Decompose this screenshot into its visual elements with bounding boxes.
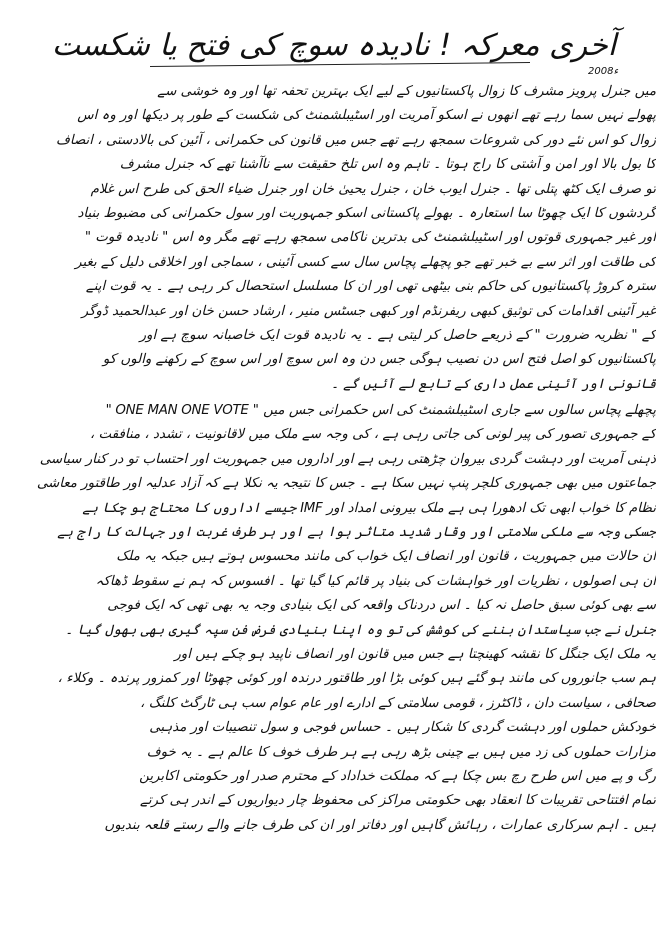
text-line: اور غیر جمہوری قوتوں اور اسٹیبلشمنٹ کی بدترین ناکامی سمجھ رہے تھے مگر وہ اس " نادیدہ قوت " xyxy=(84,230,656,246)
text-line: ان ہی اصولوں ، نظریات اور خواہشات کی بنیاد پر قائم کیا گیا تھا ۔ افسوس کہ ہم نے سقوط ڈھاکہ xyxy=(95,573,656,589)
text-line: پاکستانیوں کو اصل فتح اس دن نصیب ہوگی جس دن وہ اس سوچ اور اس سوچ کے رکھنے والوں کو xyxy=(102,352,656,368)
page-title: آخری معرکہ ! نادیدہ سوچ کی فتح یا شکست xyxy=(51,28,617,63)
text-line: سترہ کروڑ پاکستانیوں کی حاکم بنی بیٹھی تھی اور ان کا مسلسل استحصال کر رہی ہے ۔ یہ قوت اپنے xyxy=(85,279,656,295)
text-line: تو صرف ایک کٹھ پتلی تھا ۔ جنرل ایوب خان ، جنرل یحییٰ خان اور جنرل ضیاء الحق کی طرح اس غلام xyxy=(90,181,656,197)
text-line: ذہنی آمریت اور دہشت گردی بیروان چڑھتی رہی ہے اور اداروں میں جمہوریت اور احتساب تو در کنار سیاسی xyxy=(39,451,656,467)
text-line: خودکش حملوں اور دہشت گردی کا شکار ہیں ۔ حساس فوجی و سول تنصیبات اور مذہبی xyxy=(149,720,656,736)
text-line: تمام افتتاحی تقریبات کا انعقاد بھی حکومتی مراکز کی محفوظ چار دیواریوں کے اندر ہی کرتے xyxy=(139,793,656,809)
text-line: جسکی وجہ سے ملکی سلامتی اور وقار شدید متاثر ہوا ہے اور ہر طرف غربت اور جہالت کا راج ہے xyxy=(57,525,656,541)
text-line: ہم سب جانوروں کی مانند ہو گئے ہیں کوئی بڑا اور طاقتور درندہ اور کوئی چھوٹا اور کمزور پرندہ ۔ وکلاء ، xyxy=(57,671,656,687)
text-line: پچھلے پچاس سالوں سے جاری اسٹیبلشمنٹ کی اس حکمرانی جس میں " ONE MAN ONE VOTE " xyxy=(105,403,656,419)
text-line: مزارات حملوں کی زد میں ہیں بے چینی بڑھ رہی ہے ہر طرف خوف کا عالم ہے ۔ یہ خوف xyxy=(146,744,656,760)
text-line: صحافی ، سیاست دان ، ڈاکٹرز ، قومی سلامتی کے ادارے اور عام عوام سب ہی ٹارگٹ کلنگ ، xyxy=(140,695,656,711)
year-mark: 2008ء xyxy=(588,66,619,77)
text-line: کے جمہوری تصور کی پیر لونی کی جاتی رہی ہے ، کی وجہ سے ملک میں لاقانونیت ، تشدد ، منافقت ، xyxy=(89,427,656,443)
text-line: نظام کا خواب ابھی تک ادھورا ہی ہے ملک بیرونی امداد اور IMF جیسے اداروں کا محتاج ہو چکا ہے xyxy=(82,500,656,516)
text-line: یہ ملک ایک جنگل کا نقشہ کھینچتا ہے جس میں قانون اور انصاف ناپید ہو چکے ہیں اور xyxy=(174,646,656,662)
text-line: پھولے نہیں سما رہے تھے انھوں نے اسکو آمریت اور اسٹیبلشمنٹ کی شکست کے طور پر دیکھا اور وہ اس xyxy=(77,108,656,124)
text-line: سے بھی کوئی سبق حاصل نہ کیا ۔ اس دردناک واقعہ کی ایک بنیادی وجہ یہ بھی تھی کہ ایک فوجی xyxy=(107,598,656,614)
text-line: قانونی اور آئینی عمل داری کے تابع لے آئیں گے ۔ xyxy=(330,376,656,392)
text-line: ان حالات میں جمہوریت ، قانون اور انصاف ایک خواب کی مانند محسوس ہوتے ہیں جبکہ یہ ملک xyxy=(116,549,656,565)
text-line: رگ و پے میں اس طرح رچ بس چکا ہے کہ مملکت خداداد کے محترم صدر اور حکومتی اکابرین xyxy=(139,768,656,784)
text-line: زوال کو اس نئے دور کی شروعات سمجھ رہے تھے جس میں قانون کی حکمرانی ، آئین کی بالادستی ، انصاف xyxy=(55,132,656,148)
text-line: میں جنرل پرویز مشرف کا زوال پاکستانیوں کے لیے ایک بہترین تحفہ تھا اور وہ خوشی سے xyxy=(157,84,656,99)
text-line: کی طاقت اور اثر سے بے خبر تھے جو پچھلے پچاس سال سے کسی آئینی ، سماجی اور اخلاقی دلیل کے بغیر xyxy=(75,254,656,270)
text-line: جماعتوں میں بھی جمہوری کلچر پنپ نہیں سکا ہے ۔ جس کا نتیجہ یہ نکلا ہے کہ آزاد عدلیہ اور طاقتور معاشی xyxy=(36,476,656,492)
article-body xyxy=(12,80,656,928)
text-line: کے " نظریہ ضرورت " کے ذریعے حاصل کر لیتی ہے ۔ یہ نادیدہ قوت ایک خاصبانہ سوچ ہے اور xyxy=(139,327,656,343)
text-line: ہیں ۔ اہم سرکاری عمارات ، رہائش گاہیں اور دفاتر اور ان کی طرف جانے والے رستے قلعہ بندیوں xyxy=(104,817,656,833)
text-line: غیر آئینی اقدامات کی توثیق کبھی ریفرنڈم اور کبھی جسٹس منیر ، ارشاد حسن خان اور عبدالحمید ڈوگر xyxy=(81,303,656,319)
text-line: جنرل نے جب سیاستدان بننے کی کوشش کی تو وہ اپنا بنیادی فرض فن سپہ گیری بھی بھول گیا ۔ xyxy=(65,622,656,638)
text-line: گردشوں کا ایک چھوٹا سا استعارہ ۔ بھولے پاکستانی اسکو جمہوریت اور سول حکمرانی کی مضبوط بنیاد xyxy=(77,205,656,221)
text-line: کا بول بالا اور امن و آشتی کا راج ہوتا ۔ تاہم وہ اس تلخ حقیقت سے ناآشنا تھے کہ جنرل مشرف xyxy=(119,157,656,173)
